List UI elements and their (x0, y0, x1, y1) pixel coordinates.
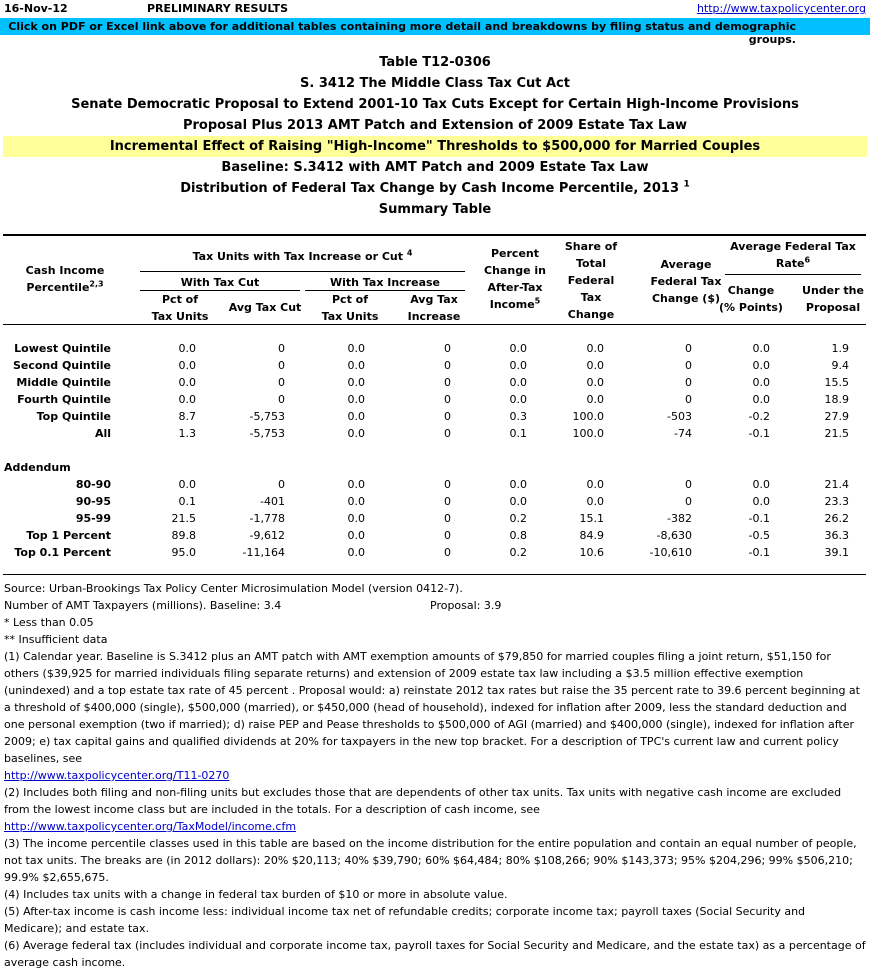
cell: 100.0 (572, 427, 604, 440)
cell: 0.0 (509, 478, 527, 491)
cell: 0.0 (586, 478, 604, 491)
table-row (0, 358, 870, 375)
col-pct-units-increase: Pct of Tax Units (321, 293, 379, 323)
tax-units-label: Tax Units with Tax Increase or Cut (192, 250, 404, 263)
top-bar (0, 0, 870, 18)
cell: 0 (444, 495, 451, 508)
cell: -0.5 (748, 529, 770, 542)
col-with-cut-group: With Tax Cut (180, 276, 260, 289)
cell: 0 (685, 478, 692, 491)
cell: 0.0 (509, 495, 527, 508)
cell: -0.1 (748, 512, 770, 525)
cell: 0.0 (178, 359, 196, 372)
cell: 0 (444, 427, 451, 440)
col-under-proposal: Under the Proposal (802, 284, 864, 314)
cell: 8.7 (178, 410, 196, 423)
table-row (0, 477, 870, 494)
table-row (0, 375, 870, 392)
addendum-heading-row (0, 460, 870, 477)
cell: 10.6 (579, 546, 604, 559)
footnote-5: (5) After-tax income is cash income less: individual income tax net of refundable credits; corporate income tax; payroll taxes (Social Security and Medicare); and estate tax. (4, 905, 806, 935)
footnote-2-link[interactable]: http://www.taxpolicycenter.org/TaxModel/income.cfm (4, 820, 297, 833)
addendum-label: Addendum (4, 461, 71, 474)
col-avg-cut: Avg Tax Cut (228, 301, 302, 314)
cell: 0.1 (509, 427, 527, 440)
cell: 0.0 (347, 376, 365, 389)
cell: 21.5 (171, 512, 196, 525)
footnote-1: (1) Calendar year. Baseline is S.3412 plus an AMT patch with AMT exemption amounts of $79,850 for married couples filing a joint return, $51,150 for others ($39,925 for married individuals filing separate returns) and extension of 2009 estate tax law including a $3.5 million effective exemption (unindexed) and a top estate tax rate of 45 percent . Proposal would: a) reinstate 2012 tax rates but raise the 35 percent rate to 39.6 percent beginning at a threshold of $400,000 (single), $500,000 (married), or $450,000 (head of household), indexed for inflation after 2009, less the standard deduction and one personal exemption (two if married); d) raise PEP and Pease thresholds to $500,000 of AGI (married) and $400,000 (single), indexed for inflation after 2009; e) tax capital gains and qualified dividends at 20% for taxpayers in the new top bracket. For a description of TPC's current law and current policy baselines, see (4, 650, 860, 765)
amt-proposal: Proposal: 3.9 (430, 599, 502, 612)
notice-banner: Click on PDF or Excel link above for additional tables containing more detail and breakdowns by filing status and demographic groups. (0, 18, 870, 35)
source-note: Source: Urban-Brookings Tax Policy Center Microsimulation Model (version 0412-7). (4, 582, 463, 595)
cell: -8,630 (656, 529, 692, 542)
row-label: Top 1 Percent (26, 529, 111, 542)
cell: 0.0 (347, 512, 365, 525)
cell: 0.0 (347, 393, 365, 406)
cell: 0.0 (752, 376, 770, 389)
cell: 0 (444, 359, 451, 372)
cell: 0.0 (752, 478, 770, 491)
cell: 0 (278, 393, 285, 406)
footnotes (4, 580, 866, 971)
rate-group-rule (725, 274, 861, 275)
cell: 0.2 (509, 512, 527, 525)
tax-units-note: 4 (406, 248, 413, 258)
cell: 0.0 (347, 427, 365, 440)
title-block (0, 52, 870, 220)
cell: 0.0 (586, 342, 604, 355)
cell: -11,164 (242, 546, 285, 559)
cell: 0.8 (509, 529, 527, 542)
cell: 0 (278, 342, 285, 355)
col-avg-increase: Avg Tax Increase (407, 293, 461, 323)
col-with-increase-group: With Tax Increase (329, 276, 441, 289)
cell: 36.3 (824, 529, 849, 542)
cell: 0.0 (586, 495, 604, 508)
cell: 0 (444, 512, 451, 525)
table-row (0, 494, 870, 511)
cell: 9.4 (831, 359, 849, 372)
cell: 0.0 (752, 495, 770, 508)
col-cash-income (10, 262, 120, 296)
proposal-title-1: Senate Democratic Proposal to Extend 2001-10 Tax Cuts Except for Certain High-Income Provisions (71, 97, 799, 112)
cell: 15.5 (824, 376, 849, 389)
row-label: Middle Quintile (16, 376, 111, 389)
cell: 0.0 (178, 342, 196, 355)
table-row (0, 545, 870, 562)
cash-income-label: Cash Income (25, 264, 105, 277)
cell: 0 (685, 376, 692, 389)
amt-baseline: Number of AMT Taxpayers (millions). Baseline: 3.4 (4, 599, 282, 612)
cell: 0.0 (586, 359, 604, 372)
cell: -382 (667, 512, 692, 525)
cell: -10,610 (649, 546, 692, 559)
cell: 0 (685, 495, 692, 508)
cell: 0 (685, 393, 692, 406)
cell: -0.2 (748, 410, 770, 423)
footnote-ref: 1 (683, 179, 690, 190)
table-top-rule (3, 234, 866, 236)
status-label: PRELIMINARY RESULTS (147, 2, 289, 15)
footnote-1-link[interactable]: http://www.taxpolicycenter.org/T11-0270 (4, 769, 230, 782)
row-label: Second Quintile (12, 359, 111, 372)
highlight-title: Incremental Effect of Raising "High-Income" Thresholds to $500,000 for Married Couples (3, 136, 867, 157)
report-date: 16-Nov-12 (4, 2, 68, 15)
cell: 1.9 (831, 342, 849, 355)
cell: -5,753 (249, 410, 285, 423)
percentile-note: 2,3 (89, 279, 104, 289)
row-label: 95-99 (75, 512, 111, 525)
table-bottom-rule (3, 574, 866, 575)
cell: 21.4 (824, 478, 849, 491)
cell: 89.8 (171, 529, 196, 542)
avg-fed-rate-note: 6 (804, 255, 811, 265)
cell: 0 (278, 359, 285, 372)
cell: 0.2 (509, 546, 527, 559)
cell: 0.0 (752, 359, 770, 372)
cell: 0.0 (752, 393, 770, 406)
col-share-change: Share of Total Federal Tax Change (564, 240, 618, 321)
cell: 0 (444, 546, 451, 559)
row-label: Lowest Quintile (14, 342, 111, 355)
row-label: 80-90 (75, 478, 111, 491)
summary-title: Summary Table (378, 202, 492, 217)
row-label: Fourth Quintile (17, 393, 111, 406)
cell: 100.0 (572, 410, 604, 423)
group-rule (140, 271, 465, 272)
footnote-4: (4) Includes tax units with a change in federal tax burden of $10 or more in absolute value. (4, 888, 508, 901)
cell: 0.0 (586, 393, 604, 406)
cell: -401 (260, 495, 285, 508)
table-row (0, 409, 870, 426)
cell: 0.0 (509, 342, 527, 355)
cell: 0.0 (178, 376, 196, 389)
cell: 0.0 (347, 342, 365, 355)
cell: 26.2 (824, 512, 849, 525)
col-avg-fed-rate-group (725, 238, 861, 272)
insufficient-note: ** Insufficient data (4, 633, 108, 646)
cell: 84.9 (579, 529, 604, 542)
footnote-3: (3) The income percentile classes used in this table are based on the income distribution for the entire population and contain an equal number of people, not tax units. The breaks are (in 2012 dollars): 20% $20,113; 40% $39,790; 60% $64,484; 80% $108,266; 90% $143,373; 95% $204,296; 99% $506,210; 99.9% $2,655,675. (4, 837, 857, 884)
percentile-label: Percentile (26, 281, 90, 294)
col-pct-change (480, 245, 550, 313)
col-avg-fed-change: Average Federal Tax Change ($) (650, 258, 722, 305)
table-row (0, 426, 870, 443)
cell: 0.0 (586, 376, 604, 389)
cell: 0 (685, 359, 692, 372)
pct-change-note: 5 (534, 296, 541, 306)
cell: 18.9 (824, 393, 849, 406)
distribution-text: Distribution of Federal Tax Change by Cash Income Percentile, 2013 (180, 181, 679, 196)
cell: -1,778 (249, 512, 285, 525)
act-title: S. 3412 The Middle Class Tax Cut Act (300, 76, 570, 91)
table-row (0, 392, 870, 409)
amt-note (4, 597, 866, 614)
cell: 0.0 (347, 529, 365, 542)
less-than-note: * Less than 0.05 (4, 616, 94, 629)
cell: -503 (667, 410, 692, 423)
proposal-title-2: Proposal Plus 2013 AMT Patch and Extension of 2009 Estate Tax Law (182, 118, 688, 133)
cell: 0 (444, 342, 451, 355)
row-label: All (94, 427, 111, 440)
cell: 0.0 (347, 410, 365, 423)
distribution-title (0, 178, 870, 199)
cell: 0 (444, 410, 451, 423)
cell: 0 (278, 478, 285, 491)
cell: -0.1 (748, 546, 770, 559)
cell: 0.0 (752, 342, 770, 355)
baseline-title: Baseline: S.3412 with AMT Patch and 2009 Estate Tax Law (221, 160, 649, 175)
cell: 1.3 (178, 427, 196, 440)
cell: 95.0 (171, 546, 196, 559)
header-bottom-rule (3, 324, 866, 325)
cell: 0.0 (347, 359, 365, 372)
cell: -0.1 (748, 427, 770, 440)
cell: 27.9 (824, 410, 849, 423)
cell: 0 (444, 529, 451, 542)
row-label: Top Quintile (36, 410, 111, 423)
footnote-6: (6) Average federal tax (includes individual and corporate income tax, payroll taxes for Social Security and Medicare, and the estate tax) as a percentage of average cash income. (4, 939, 866, 969)
cell: 0.0 (347, 546, 365, 559)
cell: -5,753 (249, 427, 285, 440)
cell: 0 (444, 478, 451, 491)
tpc-link[interactable]: http://www.taxpolicycenter.org (696, 2, 866, 15)
table-row (0, 341, 870, 358)
col-tax-units-group (140, 248, 465, 265)
table-id: Table T12-0306 (379, 55, 491, 70)
cell: 0.3 (509, 410, 527, 423)
avg-fed-rate-label: Average Federal Tax Rate (730, 240, 856, 270)
table-row (0, 528, 870, 545)
row-label: Top 0.1 Percent (14, 546, 111, 559)
cell: -9,612 (249, 529, 285, 542)
pct-change-label: Percent Change in After-Tax Income (484, 247, 546, 311)
cell: 0.0 (347, 478, 365, 491)
cell: 0.1 (178, 495, 196, 508)
cell: 0.0 (509, 393, 527, 406)
cell: 0 (685, 342, 692, 355)
cell: 23.3 (824, 495, 849, 508)
cell: -74 (674, 427, 692, 440)
cell: 0.0 (347, 495, 365, 508)
cell: 0.0 (178, 393, 196, 406)
col-change-points: Change (% Points) (719, 284, 783, 314)
cell: 0 (444, 393, 451, 406)
row-label: 90-95 (75, 495, 111, 508)
cell: 15.1 (579, 512, 604, 525)
col-pct-units-cut: Pct of Tax Units (151, 293, 209, 323)
cell: 39.1 (824, 546, 849, 559)
table-row (0, 511, 870, 528)
cell: 21.5 (824, 427, 849, 440)
cell: 0 (444, 376, 451, 389)
cell: 0 (278, 376, 285, 389)
cell: 0.0 (509, 376, 527, 389)
cell: 0.0 (509, 359, 527, 372)
cell: 0.0 (178, 478, 196, 491)
footnote-2: (2) Includes both filing and non-filing units but excludes those that are dependents of other tax units. Tax units with negative cash income are excluded from the lowest income class but are included in the totals. For a description of cash income, see (4, 786, 842, 816)
